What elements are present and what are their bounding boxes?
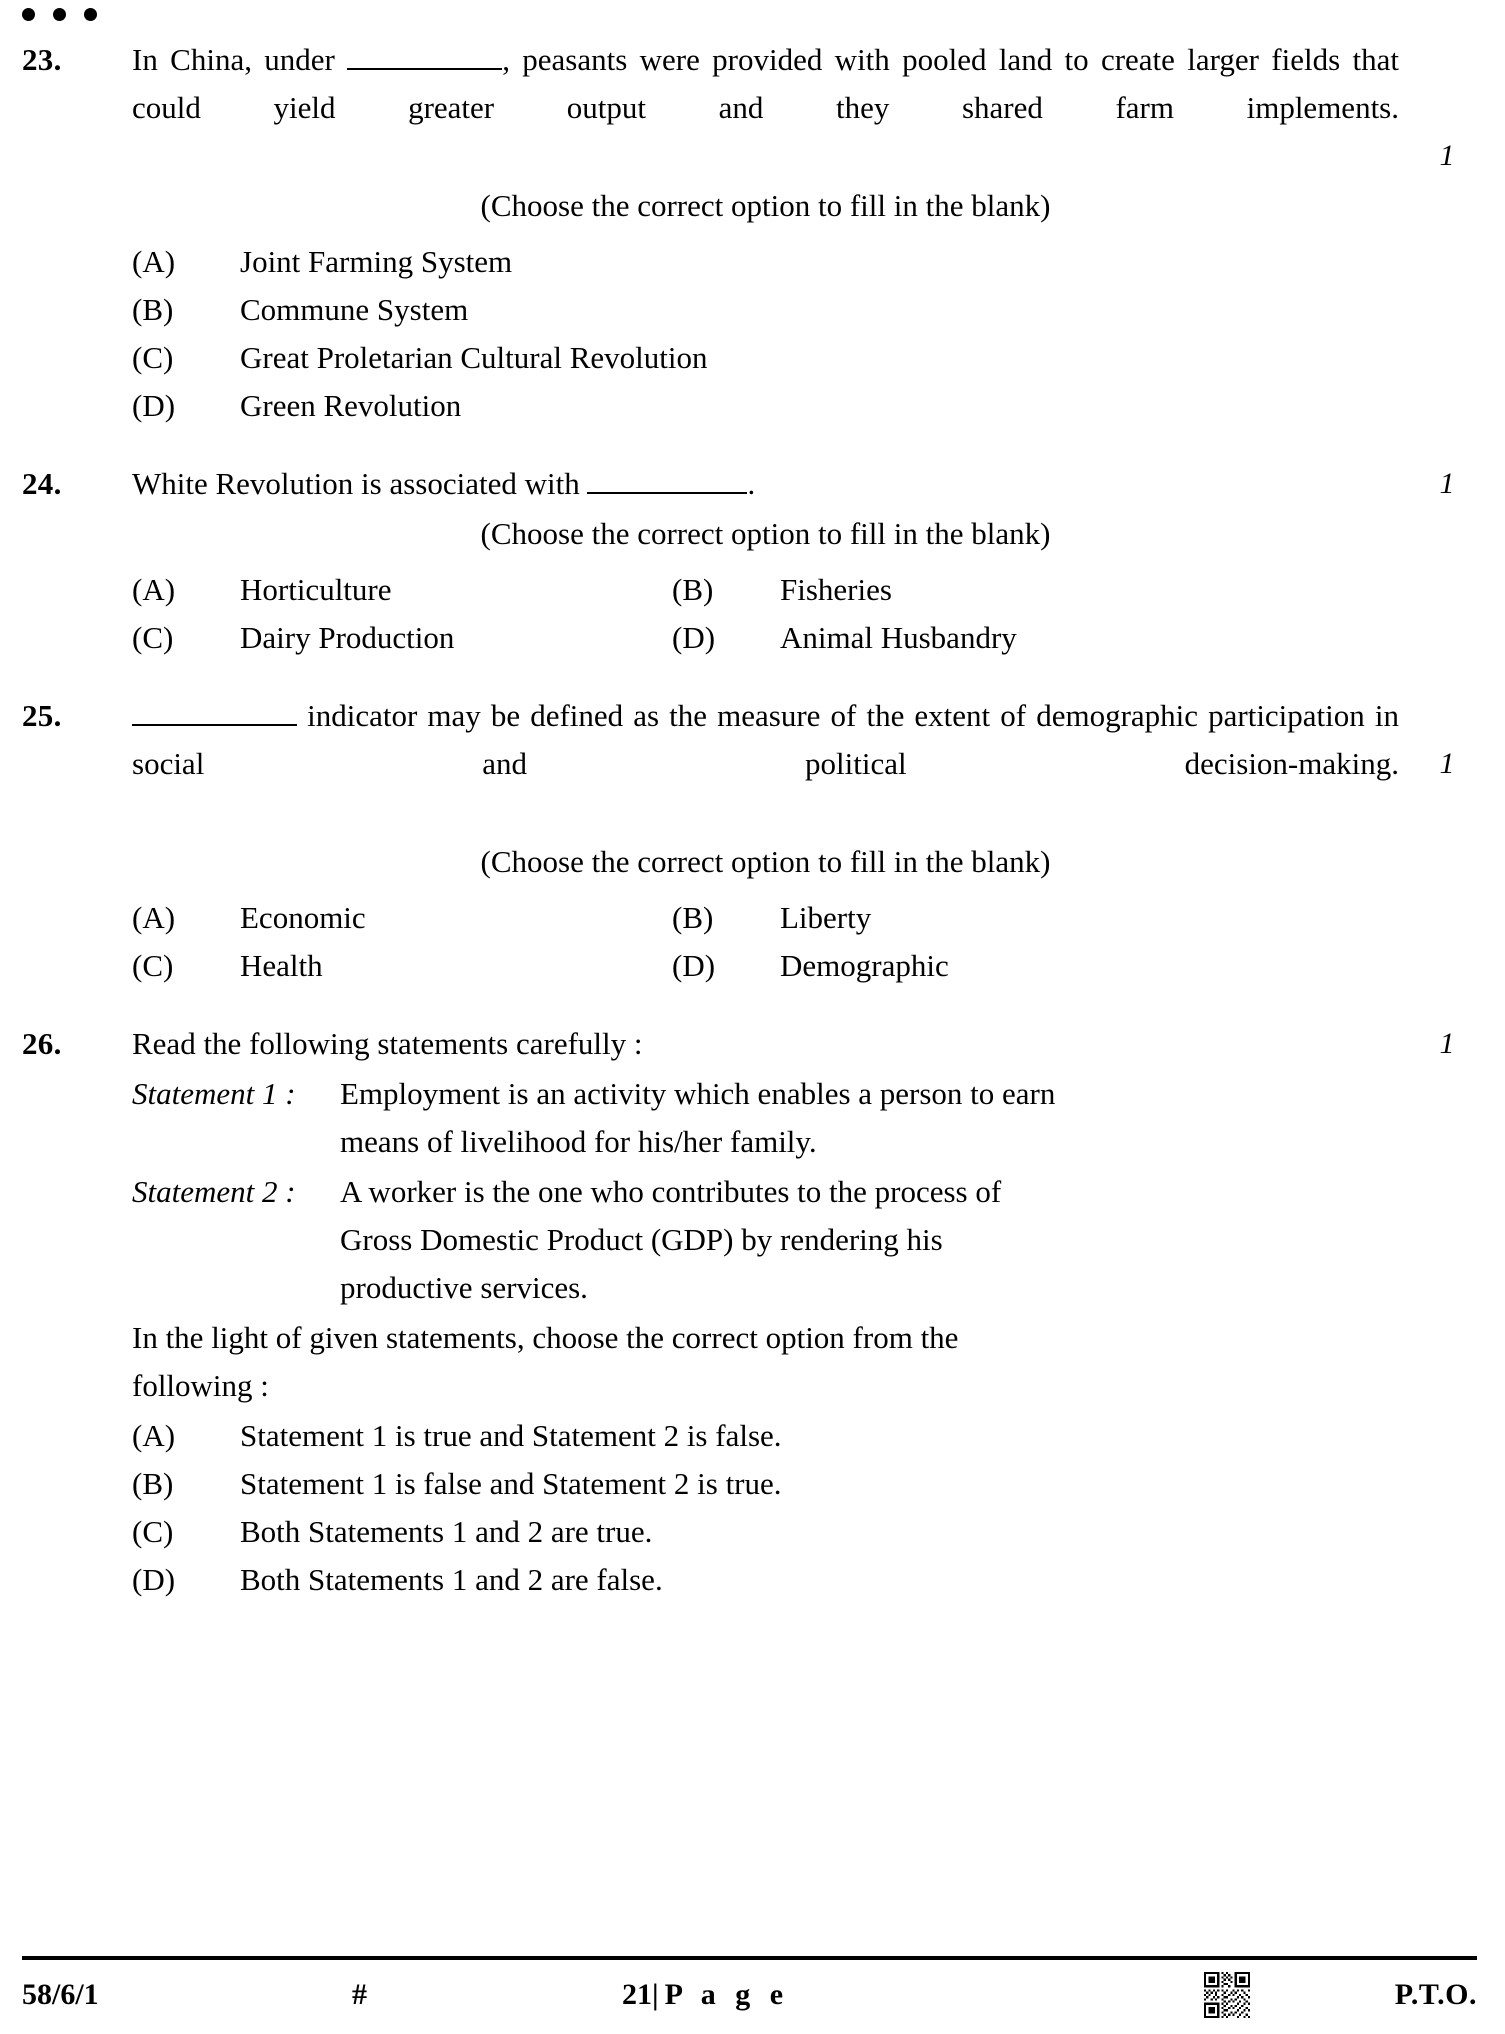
option-label: Statement 1 is false and Statement 2 is true. — [240, 1466, 782, 1501]
option-label: Health — [240, 948, 323, 983]
question-number: 25. — [22, 698, 62, 733]
qr-code-icon — [1167, 1972, 1287, 2018]
statement-line: Employment is an activity which enables a person to earn — [340, 1076, 1056, 1111]
question-text-after-blank: . — [747, 466, 756, 501]
option-row — [132, 566, 1477, 614]
option-b[interactable] — [132, 1460, 1477, 1508]
option-list — [132, 238, 1477, 430]
option-letter: (C) — [132, 948, 174, 983]
footer-divider — [22, 1956, 1477, 1960]
statement-1 — [132, 1070, 1477, 1166]
statement-key: Statement 1 : — [132, 1076, 296, 1111]
option-d[interactable] — [132, 382, 1477, 430]
option-letter: (A) — [132, 572, 176, 607]
option-label: Horticulture — [240, 572, 392, 607]
question-text-after-blank: , peasants were provided with pooled land to create larger fields that could yield greater output and they shared farm implements. — [132, 42, 1399, 125]
question-instruction: (Choose the correct option to fill in the blank) — [480, 844, 1051, 879]
statement-line: A worker is the one who contributes to the process of — [340, 1174, 1002, 1209]
pto-label: P.T.O. — [1394, 1978, 1477, 2011]
decor-dot-icon — [53, 8, 66, 21]
option-a[interactable] — [132, 894, 672, 942]
lead-in-line: In the light of given statements, choose the correct option from the — [132, 1320, 959, 1355]
option-label: Green Revolution — [240, 388, 462, 423]
page-decor-dots — [22, 8, 97, 21]
question-number: 26. — [22, 1026, 62, 1061]
option-row — [132, 1412, 1477, 1460]
question-lead-in — [132, 1314, 1477, 1410]
option-b[interactable] — [672, 566, 1212, 614]
option-letter: (D) — [672, 620, 716, 655]
option-label: Both Statements 1 and 2 are true. — [240, 1514, 653, 1549]
statement-2 — [132, 1168, 1477, 1312]
option-row — [132, 614, 1477, 662]
option-label: Joint Farming System — [240, 244, 513, 279]
option-c[interactable] — [132, 614, 672, 662]
question-23 — [22, 36, 1477, 430]
decor-dot-icon — [84, 8, 97, 21]
question-stem: Read the following statements carefully : — [132, 1026, 643, 1061]
question-text — [132, 460, 1477, 508]
question-marks: 1 — [1439, 467, 1455, 500]
page-word: P a g e — [664, 1978, 790, 2011]
option-d[interactable] — [672, 942, 1212, 990]
option-list — [132, 1412, 1477, 1604]
option-letter: (C) — [132, 340, 174, 375]
statement-key: Statement 2 : — [132, 1174, 296, 1209]
question-marks: 1 — [1439, 139, 1455, 172]
option-d[interactable] — [132, 1556, 1477, 1604]
option-label: Great Proletarian Cultural Revolution — [240, 340, 708, 375]
option-letter: (A) — [132, 900, 176, 935]
option-row — [132, 894, 1477, 942]
question-marks: 1 — [1439, 747, 1455, 780]
question-list — [22, 36, 1477, 1604]
option-letter: (C) — [132, 1514, 174, 1549]
option-c[interactable] — [132, 942, 672, 990]
option-d[interactable] — [672, 614, 1212, 662]
spacer — [22, 990, 1477, 1020]
option-a[interactable] — [132, 1412, 1477, 1460]
option-a[interactable] — [132, 238, 1477, 286]
answer-blank — [132, 702, 297, 726]
question-text-after-blank: indicator may be defined as the measure of the extent of demographic participation in social and political decision-making. — [132, 698, 1399, 781]
option-letter: (D) — [672, 948, 716, 983]
statement-line: productive services. — [340, 1270, 588, 1305]
question-marks: 1 — [1439, 1027, 1455, 1060]
lead-in-line: following : — [132, 1368, 269, 1403]
option-row — [132, 238, 1477, 286]
option-a[interactable] — [132, 566, 672, 614]
statement-value — [340, 1168, 1399, 1312]
option-row — [132, 942, 1477, 990]
option-label: Economic — [240, 900, 366, 935]
option-letter: (B) — [132, 292, 174, 327]
option-letter: (B) — [672, 572, 714, 607]
spacer — [22, 430, 1477, 460]
option-list — [132, 894, 1477, 990]
question-number: 24. — [22, 466, 62, 501]
option-label: Both Statements 1 and 2 are false. — [240, 1562, 663, 1597]
option-row — [132, 1508, 1477, 1556]
page-footer — [22, 1956, 1477, 2018]
option-row — [132, 1460, 1477, 1508]
option-letter: (B) — [672, 900, 714, 935]
spacer — [22, 662, 1477, 692]
page-number: 21| — [622, 1978, 659, 2011]
paper-code: 58/6/1 — [22, 1978, 99, 2011]
footer-hash-mark: # — [352, 1978, 367, 2011]
question-instruction: (Choose the correct option to fill in the blank) — [480, 188, 1051, 223]
question-text-before-blank: White Revolution is associated with — [132, 466, 588, 501]
answer-blank — [347, 46, 502, 70]
option-label: Fisheries — [780, 572, 892, 607]
question-text — [132, 692, 1477, 836]
option-label: Liberty — [780, 900, 872, 935]
question-26 — [22, 1020, 1477, 1604]
option-label: Commune System — [240, 292, 469, 327]
question-24 — [22, 460, 1477, 662]
page-indicator — [592, 1978, 1167, 2012]
option-label: Statement 1 is true and Statement 2 is false. — [240, 1418, 782, 1453]
option-row — [132, 334, 1477, 382]
question-text — [132, 36, 1477, 180]
option-b[interactable] — [132, 286, 1477, 334]
option-letter: (B) — [132, 1466, 174, 1501]
option-letter: (A) — [132, 1418, 176, 1453]
option-letter: (D) — [132, 388, 176, 423]
option-row — [132, 382, 1477, 430]
option-row — [132, 1556, 1477, 1604]
option-label: Dairy Production — [240, 620, 455, 655]
option-letter: (C) — [132, 620, 174, 655]
option-c[interactable] — [132, 1508, 1477, 1556]
question-instruction: (Choose the correct option to fill in the blank) — [480, 516, 1051, 551]
option-list — [132, 566, 1477, 662]
statement-line: Gross Domestic Product (GDP) by rendering his — [340, 1222, 943, 1257]
option-label: Demographic — [780, 948, 949, 983]
option-letter: (A) — [132, 244, 176, 279]
decor-dot-icon — [22, 8, 35, 21]
statement-line: means of livelihood for his/her family. — [340, 1124, 817, 1159]
question-number: 23. — [22, 42, 62, 77]
option-c[interactable] — [132, 334, 1477, 382]
option-letter: (D) — [132, 1562, 176, 1597]
option-b[interactable] — [672, 894, 1212, 942]
question-text-before-blank: In China, under — [132, 42, 348, 77]
question-25 — [22, 692, 1477, 990]
statement-value — [340, 1070, 1399, 1166]
option-label: Animal Husbandry — [780, 620, 1017, 655]
answer-blank — [587, 470, 747, 494]
option-row — [132, 286, 1477, 334]
